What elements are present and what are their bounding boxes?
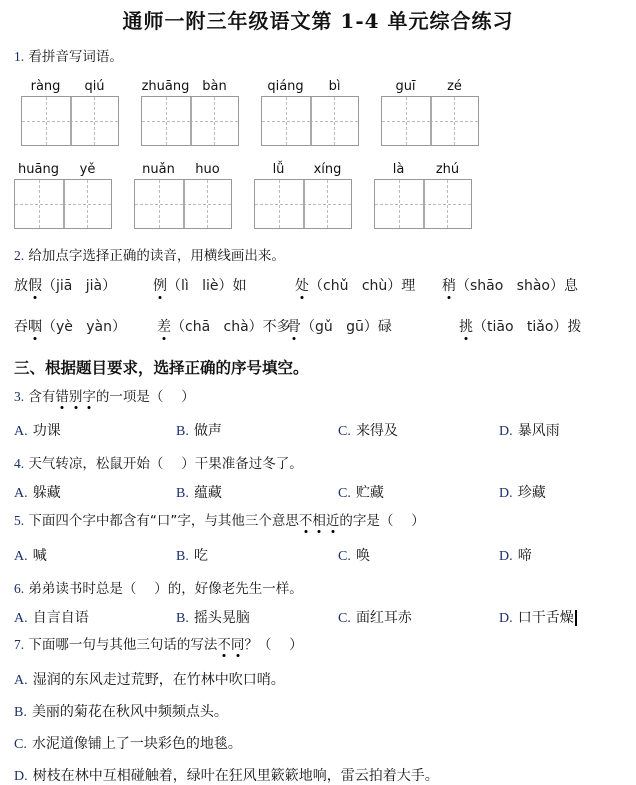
pinyin-option-a[interactable]: chǔ: [323, 278, 349, 294]
pinyin-label: bì: [328, 79, 341, 94]
suffix-chars: 理: [401, 278, 416, 294]
pinyin-option-b[interactable]: tiǎo: [526, 319, 554, 335]
option-text: 暴风雨: [517, 423, 560, 439]
option-label: C.: [338, 611, 351, 626]
open-paren: （: [167, 278, 181, 294]
writing-cell[interactable]: [135, 180, 183, 228]
option-label: D.: [499, 549, 513, 564]
close-paren: ）: [549, 278, 564, 294]
answer-option[interactable]: [499, 420, 560, 440]
open-paren: （: [473, 319, 487, 335]
pinyin-label: nuǎn: [142, 162, 175, 177]
option-text: 摇头晃脑: [193, 610, 250, 626]
dotted-char: 处: [295, 275, 309, 295]
pinyin-option-b[interactable]: chà: [223, 319, 249, 335]
answer-option[interactable]: [14, 482, 61, 502]
tianzige-box[interactable]: [21, 96, 119, 146]
question-number: 7.: [14, 637, 25, 652]
dotted-char: 咽: [28, 316, 42, 336]
option-text: 喊: [32, 548, 47, 564]
option-label: B.: [14, 705, 27, 720]
pronunciation-item: [14, 275, 116, 295]
pinyin-option-a[interactable]: jiā: [56, 278, 73, 294]
answer-option[interactable]: [338, 607, 412, 627]
option-label: B.: [176, 424, 189, 439]
option-text: 贮藏: [355, 485, 384, 501]
tianzige-box[interactable]: [14, 179, 112, 229]
pinyin-label: zhú: [435, 162, 460, 177]
pinyin-label: qiáng: [267, 79, 304, 94]
dotted-char: 骨: [287, 316, 301, 336]
dotted-text: [217, 637, 244, 653]
writing-cell[interactable]: [423, 180, 471, 228]
dotted-char: 同: [231, 633, 245, 653]
answer-option[interactable]: [499, 545, 532, 565]
pinyin-label: yě: [79, 162, 96, 177]
option-label: D.: [499, 611, 513, 626]
writing-cell[interactable]: [22, 97, 70, 145]
answer-option[interactable]: [176, 607, 250, 627]
dotted-text: [55, 389, 96, 405]
writing-cell[interactable]: [15, 180, 63, 228]
question-6: [14, 577, 303, 597]
question-number: 3.: [14, 389, 25, 404]
close-paren: ）: [363, 319, 378, 335]
question-number: 5.: [14, 513, 25, 528]
tianzige-box[interactable]: [261, 96, 359, 146]
writing-cell[interactable]: [255, 180, 303, 228]
tianzige-box[interactable]: [374, 179, 472, 229]
question-number: 4.: [14, 456, 25, 471]
open-paren: （: [301, 319, 315, 335]
question-3: [14, 385, 195, 405]
pronunciation-item: [459, 316, 581, 336]
option-label: A.: [14, 673, 28, 688]
dotted-char: 不: [299, 509, 313, 529]
section-heading: 三、根据题目要求，选择正确的序号填空。: [14, 359, 309, 377]
option-label: B.: [176, 611, 189, 626]
close-paren: ）: [553, 319, 568, 335]
dotted-char: 例: [153, 275, 167, 295]
pronunciation-item: [287, 316, 392, 336]
question-number: 1.: [14, 49, 25, 64]
answer-option[interactable]: [176, 482, 222, 502]
writing-cell[interactable]: [262, 97, 310, 145]
question-number: 2.: [14, 248, 25, 263]
writing-cell[interactable]: [382, 97, 430, 145]
pinyin-option-a[interactable]: shāo: [470, 278, 504, 294]
question-7: [14, 633, 303, 653]
answer-option[interactable]: [338, 420, 398, 440]
option-label: B.: [176, 549, 189, 564]
pronunciation-item: [295, 275, 415, 295]
question-text: 的字是（ ）: [339, 513, 425, 529]
question-text: 含有: [28, 389, 56, 405]
option-label: C.: [14, 737, 27, 752]
pinyin-option-a[interactable]: lì: [181, 278, 189, 294]
option-label: A.: [14, 486, 28, 501]
pinyin-label: ràng: [30, 79, 61, 94]
option-label: A.: [14, 611, 28, 626]
pinyin-label: huāng: [18, 162, 59, 177]
answer-option[interactable]: [14, 701, 228, 721]
pronunciation-item: [442, 275, 578, 295]
tianzige-box[interactable]: [134, 179, 232, 229]
pinyin-label: lǚ: [272, 162, 285, 177]
dotted-char: 错: [55, 385, 69, 405]
open-paren: （: [42, 319, 56, 335]
pronunciation-item: [14, 316, 126, 336]
suffix-chars: 如: [232, 278, 247, 294]
option-label: D.: [499, 424, 513, 439]
suffix-chars: 碌: [377, 319, 392, 335]
question-text: 的一项是（ ）: [95, 389, 195, 405]
close-paren: ）: [387, 278, 402, 294]
option-text: 湿润的东风走过荒野，在竹林中吹口哨。: [32, 672, 285, 688]
pinyin-option-b[interactable]: liè: [202, 278, 219, 294]
tianzige-box[interactable]: [381, 96, 479, 146]
writing-cell[interactable]: [142, 97, 190, 145]
option-label: A.: [14, 424, 28, 439]
open-paren: （: [42, 278, 56, 294]
question-5: [14, 509, 425, 529]
page-title: 通师一附三年级语文第 1-4 单元综合练习: [122, 9, 514, 33]
option-text: 来得及: [355, 423, 398, 439]
option-label: C.: [338, 424, 351, 439]
option-label: C.: [338, 486, 351, 501]
option-text: 吃: [193, 548, 208, 564]
suffix-chars: 不多: [262, 319, 291, 335]
writing-cell[interactable]: [303, 180, 351, 228]
writing-cell[interactable]: [310, 97, 358, 145]
dotted-char: 近: [326, 509, 340, 529]
answer-option[interactable]: [14, 420, 61, 440]
option-text: 水泥道像铺上了一块彩色的地毯。: [31, 736, 242, 752]
text-cursor: [575, 610, 577, 626]
suffix-chars: 拨: [567, 319, 582, 335]
question-text: 天气转凉，松鼠开始（ ）干果准备过冬了。: [28, 456, 303, 472]
option-text: 面红耳赤: [355, 610, 412, 626]
dotted-char: 不: [217, 633, 231, 653]
pinyin-label: zhuāng: [141, 79, 190, 94]
option-label: A.: [14, 549, 28, 564]
pinyin-label: là: [392, 162, 405, 177]
pinyin-option-b[interactable]: chù: [361, 278, 388, 294]
pinyin-option-a[interactable]: chā: [185, 319, 211, 335]
writing-cell[interactable]: [430, 97, 478, 145]
answer-option[interactable]: [176, 545, 208, 565]
dotted-char: 相: [312, 509, 326, 529]
writing-cell[interactable]: [375, 180, 423, 228]
pinyin-label: bàn: [202, 79, 227, 94]
pinyin-option-a[interactable]: yè: [56, 319, 73, 335]
open-paren: （: [456, 278, 470, 294]
writing-cell[interactable]: [70, 97, 118, 145]
pinyin-option-b[interactable]: jià: [85, 278, 103, 294]
option-text: 啼: [517, 548, 532, 564]
answer-option[interactable]: [338, 545, 370, 565]
pronunciation-item: [153, 275, 247, 295]
answer-option[interactable]: [14, 765, 439, 785]
option-label: C.: [338, 549, 351, 564]
option-label: D.: [499, 486, 513, 501]
option-label: D.: [14, 769, 28, 784]
option-text: 唤: [355, 548, 370, 564]
dotted-char: 差: [157, 316, 171, 336]
question-2: [14, 244, 285, 264]
pinyin-label: guī: [395, 79, 416, 94]
dotted-char: 假: [28, 275, 42, 295]
pronunciation-item: [157, 316, 291, 336]
dotted-text: [299, 513, 340, 529]
question-4: [14, 452, 303, 472]
close-paren: ）: [102, 278, 117, 294]
answer-option[interactable]: [14, 545, 47, 565]
pinyin-option-a[interactable]: gǔ: [315, 319, 333, 335]
pinyin-label: huo: [195, 162, 220, 177]
option-text: 功课: [32, 423, 61, 439]
question-number: 6.: [14, 581, 25, 596]
option-text: 躲藏: [32, 485, 61, 501]
option-text: 树枝在林中互相碰触着，绿叶在狂风里簌簌地响，雷云拍着大手。: [32, 768, 439, 784]
pinyin-option-a[interactable]: tiāo: [487, 319, 514, 335]
pinyin-label: zé: [447, 79, 462, 94]
writing-cell[interactable]: [190, 97, 238, 145]
option-label: B.: [176, 486, 189, 501]
answer-option[interactable]: [14, 733, 242, 753]
option-text: 做声: [193, 423, 222, 439]
pinyin-option-b[interactable]: shào: [516, 278, 550, 294]
question-text: 给加点字选择正确的读音，用横线画出来。: [28, 248, 285, 264]
open-paren: （: [171, 319, 185, 335]
prefix-char: 吞: [14, 319, 28, 335]
dotted-char: 稍: [442, 275, 456, 295]
writing-cell[interactable]: [63, 180, 111, 228]
option-text: 美丽的菊花在秋风中频频点头。: [31, 704, 228, 720]
answer-option[interactable]: [499, 482, 546, 502]
tianzige-box[interactable]: [254, 179, 352, 229]
question-text: 下面哪一句与其他三句话的写法: [28, 637, 218, 653]
dotted-char: 字: [82, 385, 96, 405]
close-paren: ）: [248, 319, 263, 335]
dotted-char: 挑: [459, 316, 473, 336]
option-text: 珍藏: [517, 485, 546, 501]
pinyin-label: xíng: [313, 162, 342, 177]
prefix-char: 放: [14, 278, 28, 294]
answer-option[interactable]: [14, 607, 89, 627]
option-text: 自言自语: [32, 610, 89, 626]
pinyin-label: qiú: [84, 79, 105, 94]
answer-option[interactable]: [14, 669, 285, 689]
close-paren: ）: [218, 278, 233, 294]
answer-option[interactable]: [338, 482, 384, 502]
open-paren: （: [309, 278, 323, 294]
answer-option[interactable]: [176, 420, 222, 440]
dotted-char: 别: [69, 385, 83, 405]
pinyin-option-b[interactable]: yàn: [86, 319, 113, 335]
answer-option[interactable]: [499, 607, 577, 627]
close-paren: ）: [112, 319, 127, 335]
question-1: [14, 45, 123, 65]
question-text: 看拼音写词语。: [28, 49, 123, 65]
option-text: 蕴藏: [193, 485, 222, 501]
tianzige-box[interactable]: [141, 96, 239, 146]
option-text: 口干舌燥: [517, 610, 574, 626]
suffix-chars: 息: [563, 278, 578, 294]
writing-cell[interactable]: [183, 180, 231, 228]
question-text: 弟弟读书时总是（ ）的，好像老先生一样。: [28, 581, 303, 597]
question-text: ？（ ）: [244, 637, 303, 653]
pinyin-option-b[interactable]: gū: [346, 319, 364, 335]
question-text: 下面四个字中都含有“口”字，与其他三个意思: [28, 513, 299, 529]
